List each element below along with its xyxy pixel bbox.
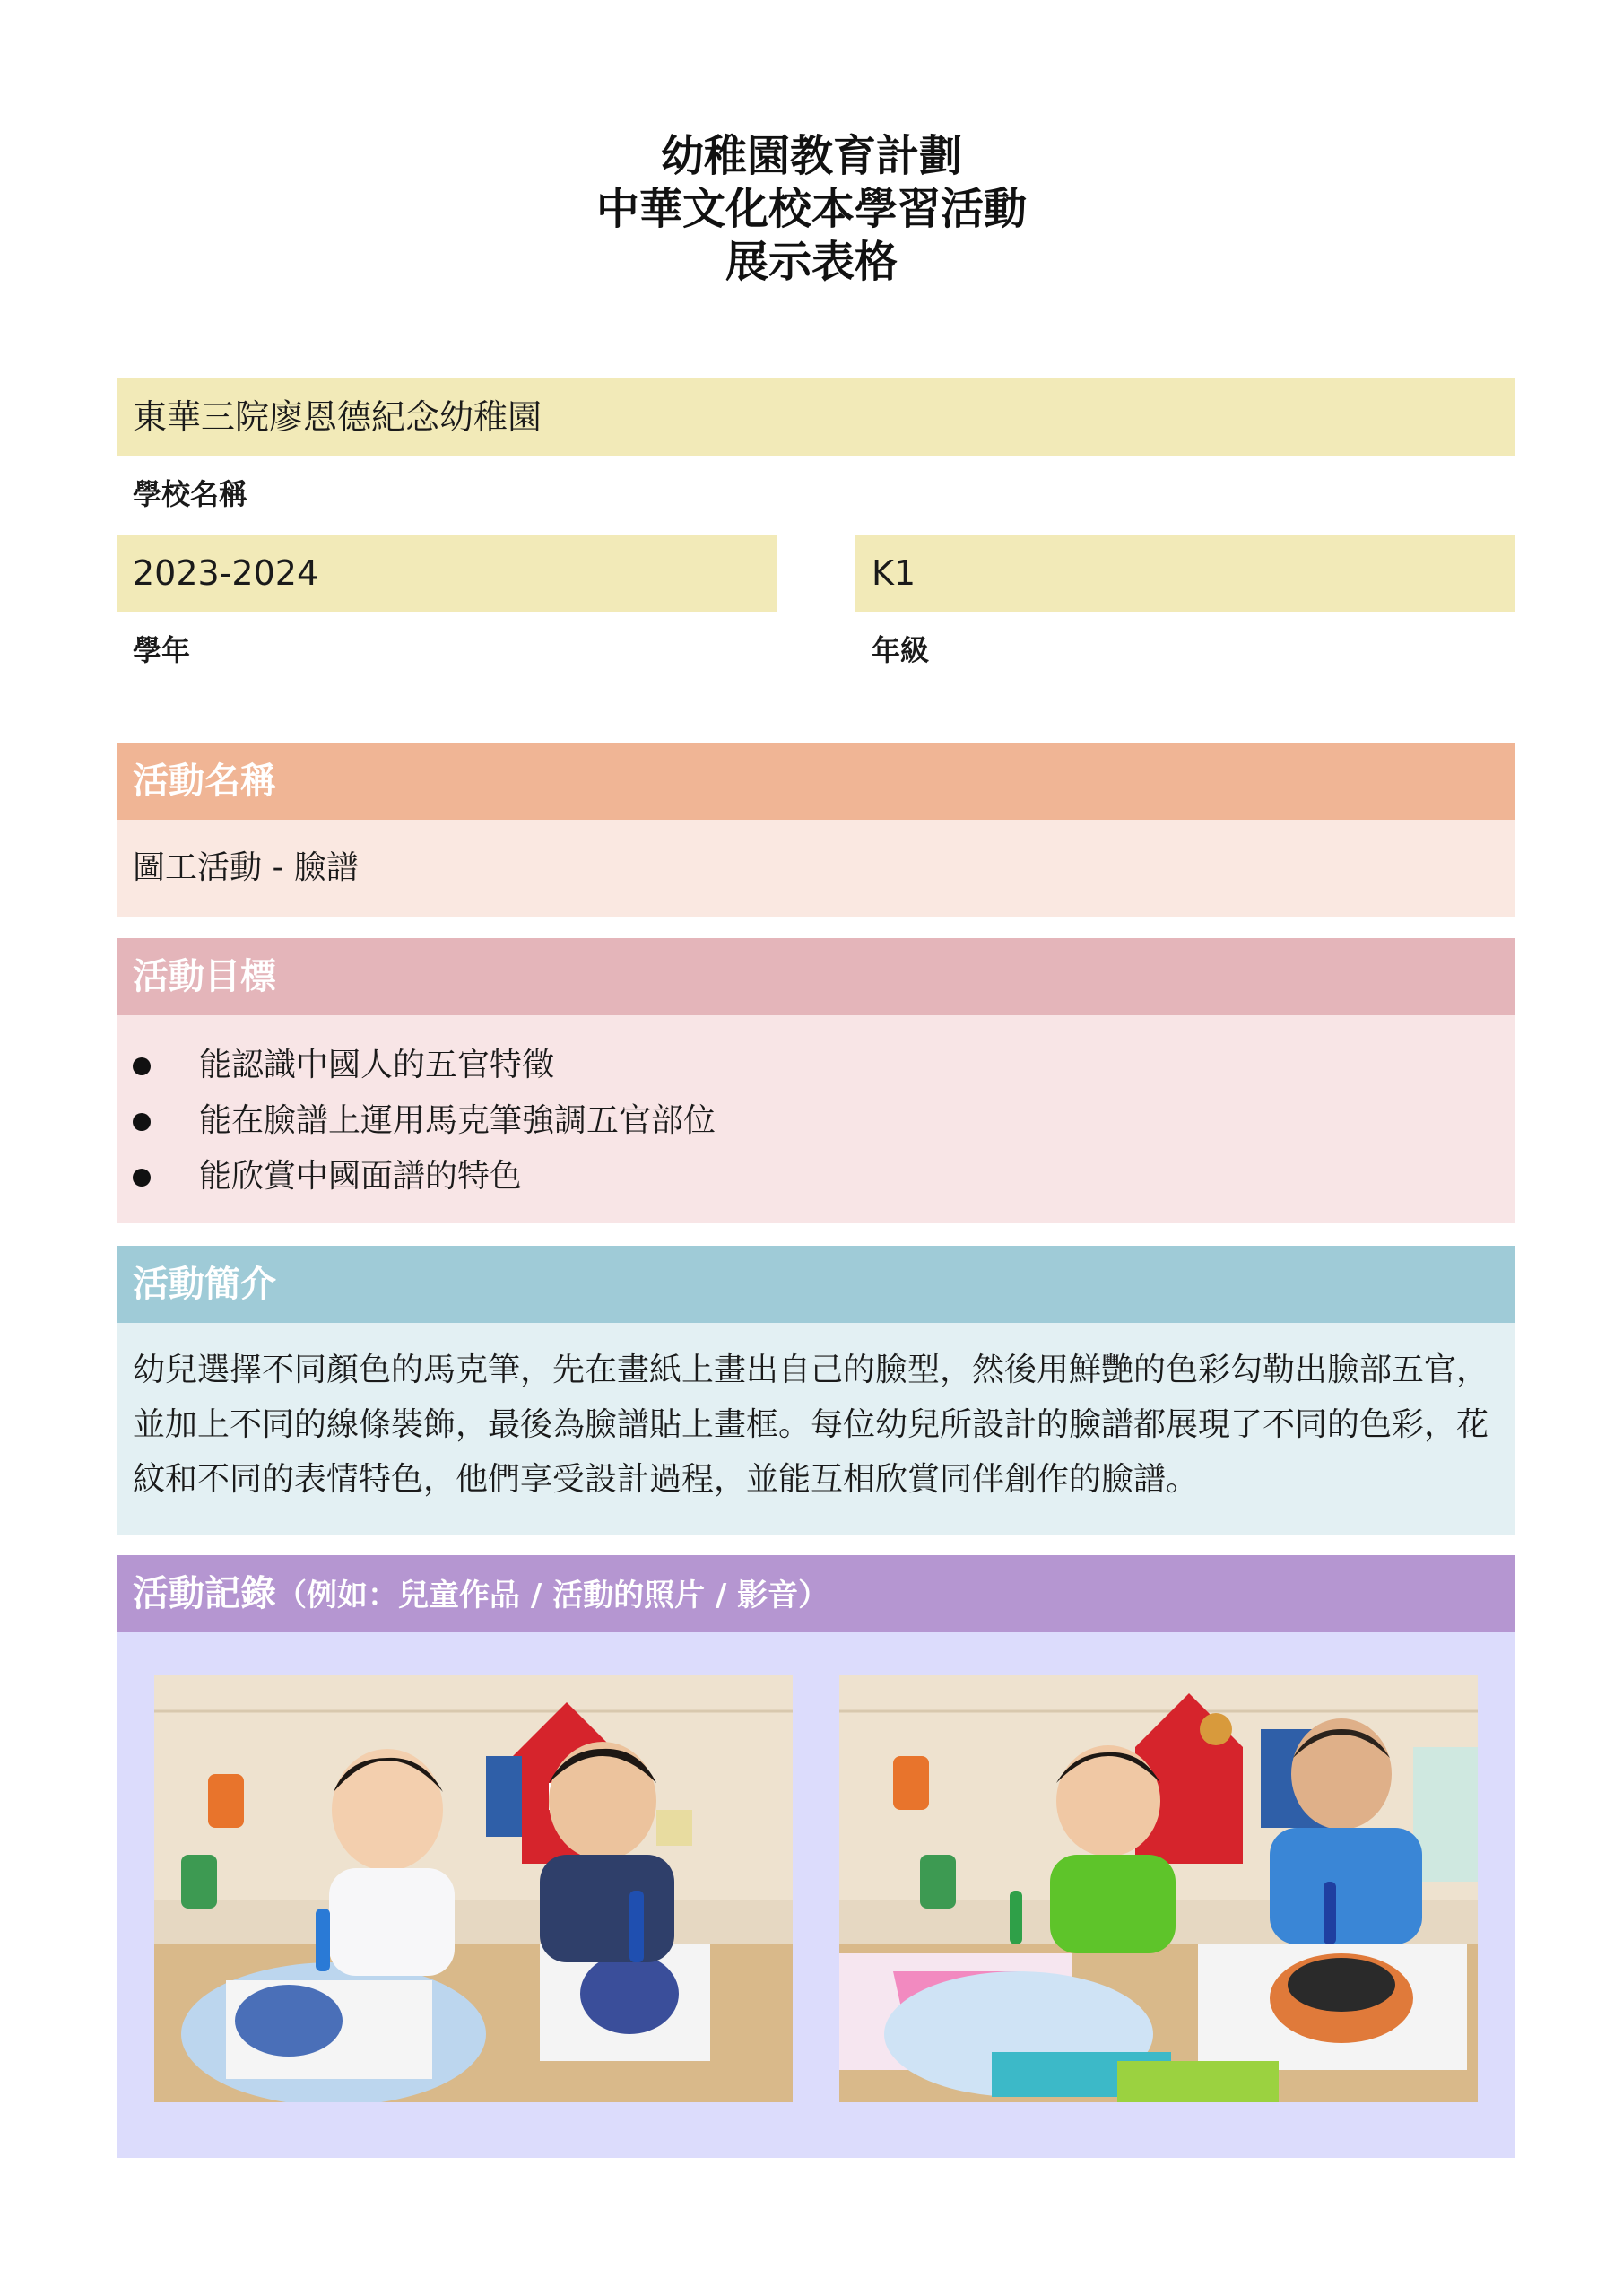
activity-name-body bbox=[117, 820, 1515, 917]
activity-name-value: 圖工活動 - 臉譜 bbox=[133, 849, 359, 886]
title-line-3: 展示表格 bbox=[725, 237, 898, 287]
objectives-body: 能認識中國人的五官特徵 能在臉譜上運用馬克筆強調五官部位 能欣賞中國面譜的特色 bbox=[117, 1015, 1515, 1223]
objectives-header bbox=[117, 938, 1515, 1015]
title-line-2: 中華文化校本學習活動 bbox=[595, 184, 1027, 234]
intro-body bbox=[117, 1323, 1515, 1535]
title-line-1: 幼稚園教育計劃 bbox=[660, 131, 962, 181]
bullet-icon bbox=[133, 1169, 151, 1187]
activity-name-heading: 活動名稱 bbox=[133, 761, 276, 802]
school-year-value: 2023-2024 bbox=[133, 553, 319, 593]
records-body bbox=[117, 1632, 1515, 2158]
records-heading-wrap bbox=[133, 1555, 829, 1632]
objectives-heading: 活動目標 bbox=[133, 956, 276, 997]
school-year-label: 學年 bbox=[133, 633, 191, 667]
school-name-value: 東華三院廖恩德紀念幼稚園 bbox=[133, 397, 542, 437]
intro-heading: 活動簡介 bbox=[133, 1264, 276, 1305]
activity-photo-2 bbox=[839, 1675, 1478, 2102]
grade-label: 年級 bbox=[872, 633, 930, 667]
intro-text: 幼兒選擇不同顏色的馬克筆，先在畫紙上畫出自己的臉型，然後用鮮艷的色彩勾勒出臉部五官，並加上不同的線條裝飾，最後為臉譜貼上畫框。每位幼兒所設計的臉譜都展現了不同的色彩，花紋和不同的表情特色，他們享受設計過程，並能互相欣賞同伴創作的臉譜。 bbox=[133, 1352, 1489, 1498]
records-heading: 活動記錄 bbox=[133, 1573, 276, 1614]
records-header bbox=[117, 1555, 1515, 1632]
bullet-icon bbox=[133, 1113, 151, 1131]
activity-name-header bbox=[117, 743, 1515, 820]
school-name-field bbox=[117, 378, 1515, 456]
school-name-label: 學校名稱 bbox=[133, 477, 248, 511]
grade-field bbox=[855, 535, 1515, 612]
intro-header bbox=[117, 1246, 1515, 1323]
school-year-field bbox=[117, 535, 777, 612]
bullet-icon bbox=[133, 1057, 151, 1075]
grade-value: K1 bbox=[872, 553, 916, 593]
records-subheading: （例如：兒童作品 / 活動的照片 / 影音） bbox=[276, 1578, 829, 1613]
activity-photo-1 bbox=[154, 1675, 793, 2102]
